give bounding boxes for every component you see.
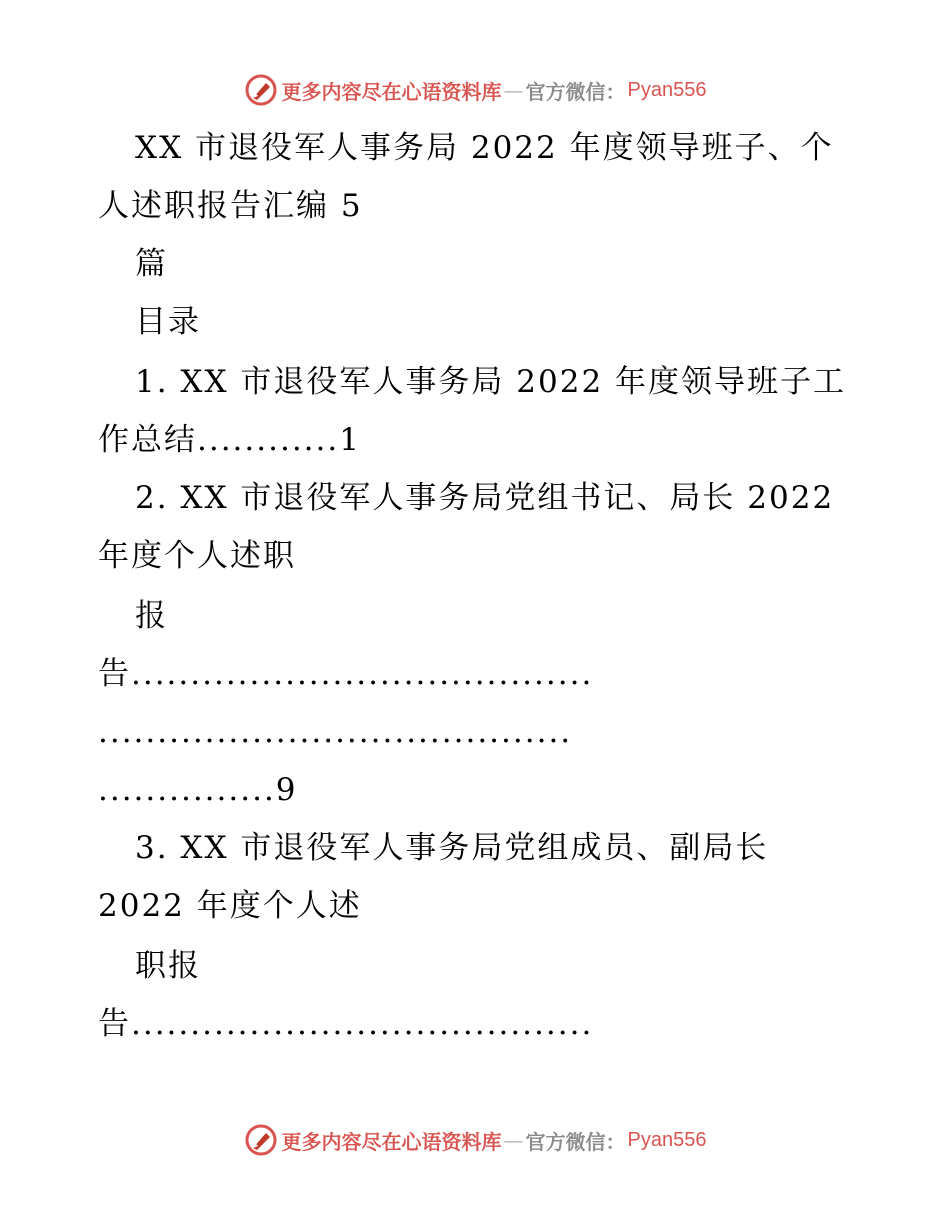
header-banner [0,70,950,110]
wechat-label: 官方微信： [525,79,626,104]
toc-item-2-line-2: 年度个人述职 [98,538,296,574]
wechat-id: Pyan556 [627,1128,707,1151]
toc-item-2-line-6: ...............9 [98,772,298,808]
wechat-id: Pyan556 [627,78,707,101]
pen-logo-icon [244,73,278,107]
toc-item-1-line-1: 1. XX 市退役军人事务局 2022 年度领导班子工 [135,364,847,400]
doc-title-line-1: XX 市退役军人事务局 2022 年度领导班子、个 [135,130,834,166]
toc-item-3-line-3: 职报 [135,948,201,984]
toc-item-2-line-5: ........................................ [98,714,573,750]
footer-banner [0,1120,950,1160]
doc-title-line-2: 人述职报告汇编 5 [98,188,363,224]
pen-logo-icon [244,1123,278,1157]
banner-separator: — [503,78,524,102]
banner-separator: — [503,1128,524,1152]
toc-item-3-line-4: 告....................................... [98,1006,594,1042]
toc-item-2-line-1: 2. XX 市退役军人事务局党组书记、局长 2022 [135,480,835,516]
toc-item-2-line-4: 告....................................... [98,656,594,692]
banner-text: 更多内容尽在心语资料库 [281,1129,502,1154]
doc-title-line-3: 篇 [135,246,168,282]
toc-item-1-line-2: 作总结............1 [98,422,361,458]
banner-text: 更多内容尽在心语资料库 [281,79,502,104]
toc-heading: 目录 [135,304,201,340]
toc-item-2-line-3: 报 [135,598,168,634]
toc-item-3-line-2: 2022 年度个人述 [98,888,362,924]
toc-item-3-line-1: 3. XX 市退役军人事务局党组成员、副局长 [135,830,769,866]
wechat-label: 官方微信： [525,1129,626,1154]
